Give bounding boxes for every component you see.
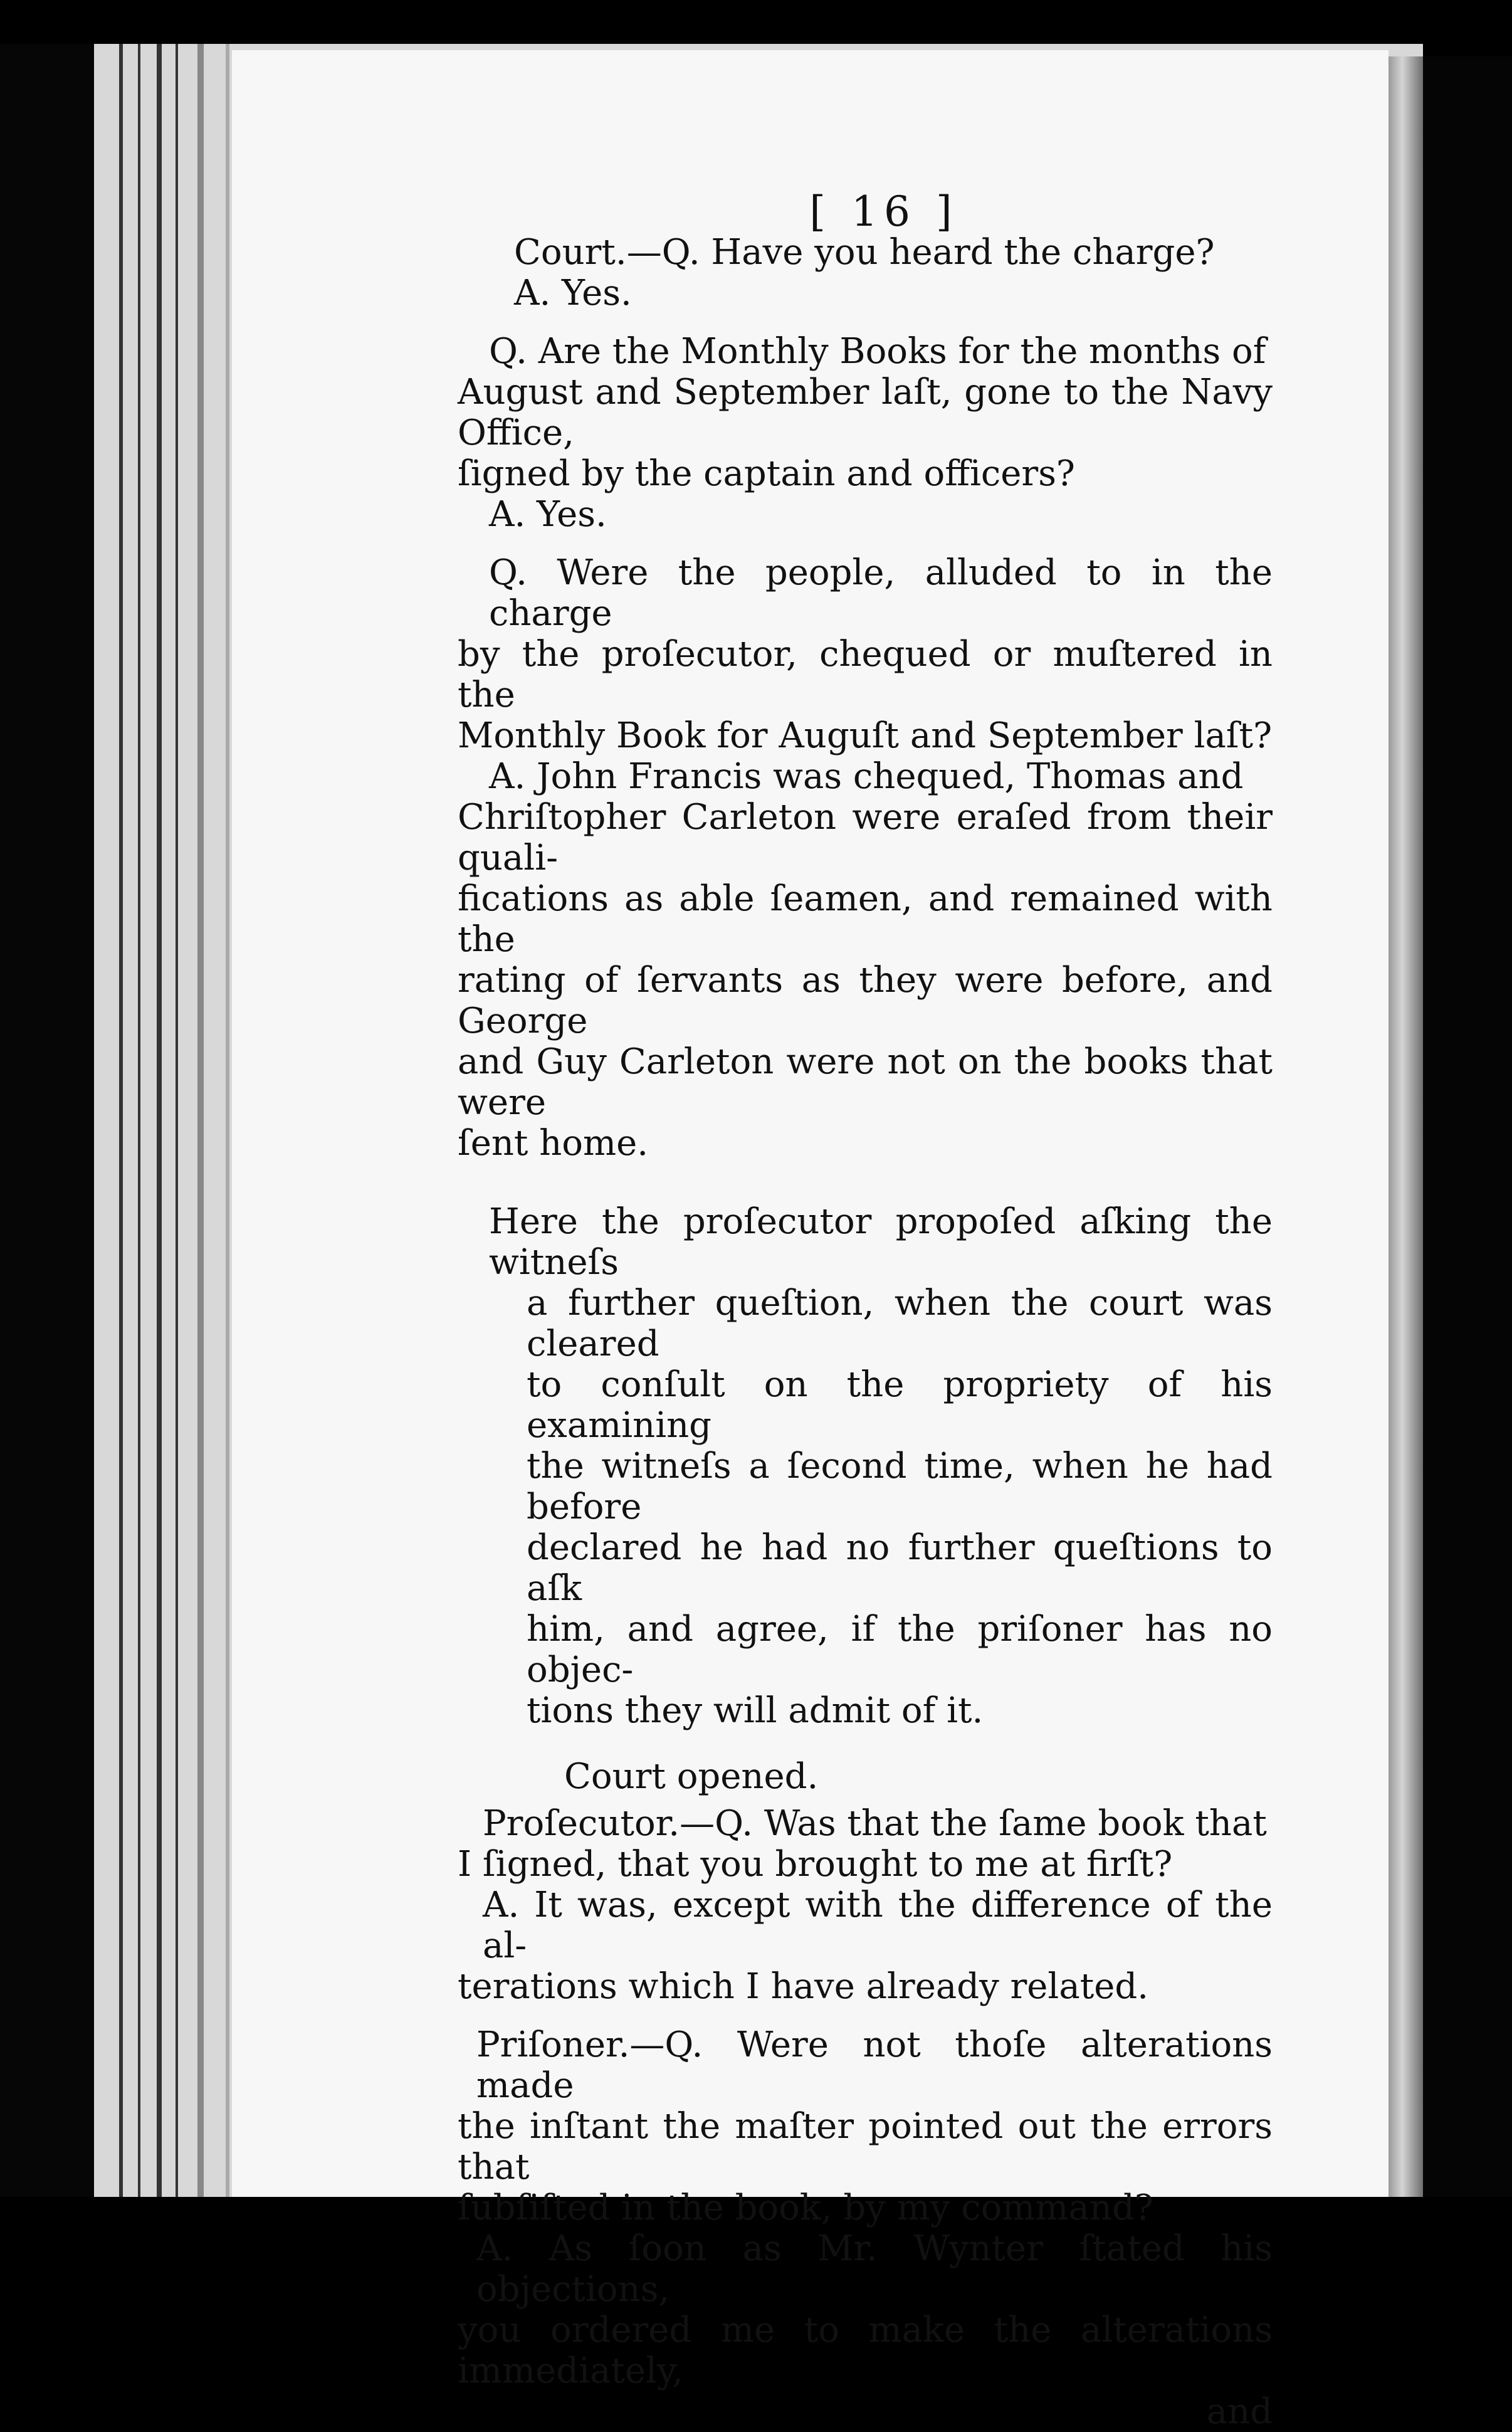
paragraph: [458, 232, 1273, 313]
facing-page-edge: [1389, 56, 1423, 2197]
text-line: the inſtant the maſter pointed out the errors that: [458, 2106, 1273, 2187]
text-line: A. Yes.: [514, 273, 632, 313]
text-line: A. It was, except with the difference of the al-: [483, 1885, 1273, 1966]
text-line: and Guy Carleton were not on the books that were: [458, 1041, 1273, 1123]
text-line: ſent home.: [458, 1123, 649, 1164]
text-line: the witneſs a ſecond time, when he had before: [527, 1446, 1273, 1527]
text-line: ſubſiſted in the book, by my command?: [458, 2187, 1153, 2228]
page-edge-line: [119, 44, 123, 2197]
paragraph: [458, 2228, 1273, 2391]
text-line: A. John Francis was chequed, Thomas and: [489, 756, 1244, 797]
text-line: rating of ſervants as they were before, and George: [458, 960, 1273, 1041]
text-line: ſigned by the captain and officers?: [458, 453, 1075, 494]
text-line: by the proſecutor, chequed or muſtered in the: [458, 634, 1273, 715]
text-line: Monthly Book for Auguſt and September laſt?: [458, 715, 1273, 756]
scan-border-top: [0, 0, 1512, 50]
text-line: him, and agree, if the priſoner has no objec-: [527, 1609, 1273, 1690]
scan-border-right: [1423, 56, 1512, 2197]
text-line: A. Yes.: [489, 494, 607, 535]
paragraph: [458, 1885, 1273, 2007]
text-line: declared he had no further queſtions to aſk: [527, 1527, 1273, 1609]
text-line: Here the proſecutor propoſed aſking the witneſs: [489, 1201, 1273, 1283]
paragraph: [458, 331, 1273, 535]
paragraph: [458, 1803, 1273, 1885]
text-line: Priſoner.—Q. Were not thoſe alterations made: [476, 2024, 1273, 2106]
page-edge-line: [138, 44, 140, 2197]
text-line: tions they will admit of it.: [527, 1690, 984, 1731]
text-line: you ordered me to make the alterations immediately,: [458, 2310, 1273, 2391]
page-edge-line: [157, 44, 162, 2197]
text-line: A. As ſoon as Mr. Wynter ſtated his objections,: [476, 2228, 1273, 2310]
page-edge-line: [197, 44, 204, 2197]
text-line: a further queſtion, when the court was cleared: [527, 1283, 1273, 1364]
paragraph: [458, 1756, 1273, 1797]
catchword: and: [1206, 2391, 1273, 2432]
text-line: August and September laſt, gone to the Navy Office,: [458, 372, 1273, 453]
text-line: Q. Are the Monthly Books for the months of: [489, 331, 1266, 372]
page-edge-line: [176, 44, 178, 2197]
paragraph: [458, 1201, 1273, 1731]
page-text: [458, 187, 1273, 2432]
text-line: Chriſtopher Carleton were eraſed from their quali-: [458, 797, 1273, 878]
page-edge-line: [226, 44, 229, 2197]
paragraph: [458, 756, 1273, 1164]
scan-border-left: [0, 44, 94, 2197]
text-line: Proſecutor.—Q. Was that the ſame book that: [483, 1803, 1267, 1844]
text-line: Court opened.: [564, 1756, 819, 1797]
text-line: to conſult on the propriety of his examining: [527, 1364, 1273, 1446]
text-line: terations which I have already related.: [458, 1966, 1149, 2007]
paragraph: [458, 552, 1273, 756]
text-line: I ſigned, that you brought to me at firſt?: [458, 1844, 1173, 1885]
text-line: fications as able ſeamen, and remained with the: [458, 878, 1273, 960]
text-line: Court.—Q. Have you heard the charge?: [514, 232, 1215, 273]
text-line: Q. Were the people, alluded to in the charge: [489, 552, 1273, 634]
page-number: [ 16 ]: [809, 187, 958, 236]
paragraph: [458, 2024, 1273, 2228]
